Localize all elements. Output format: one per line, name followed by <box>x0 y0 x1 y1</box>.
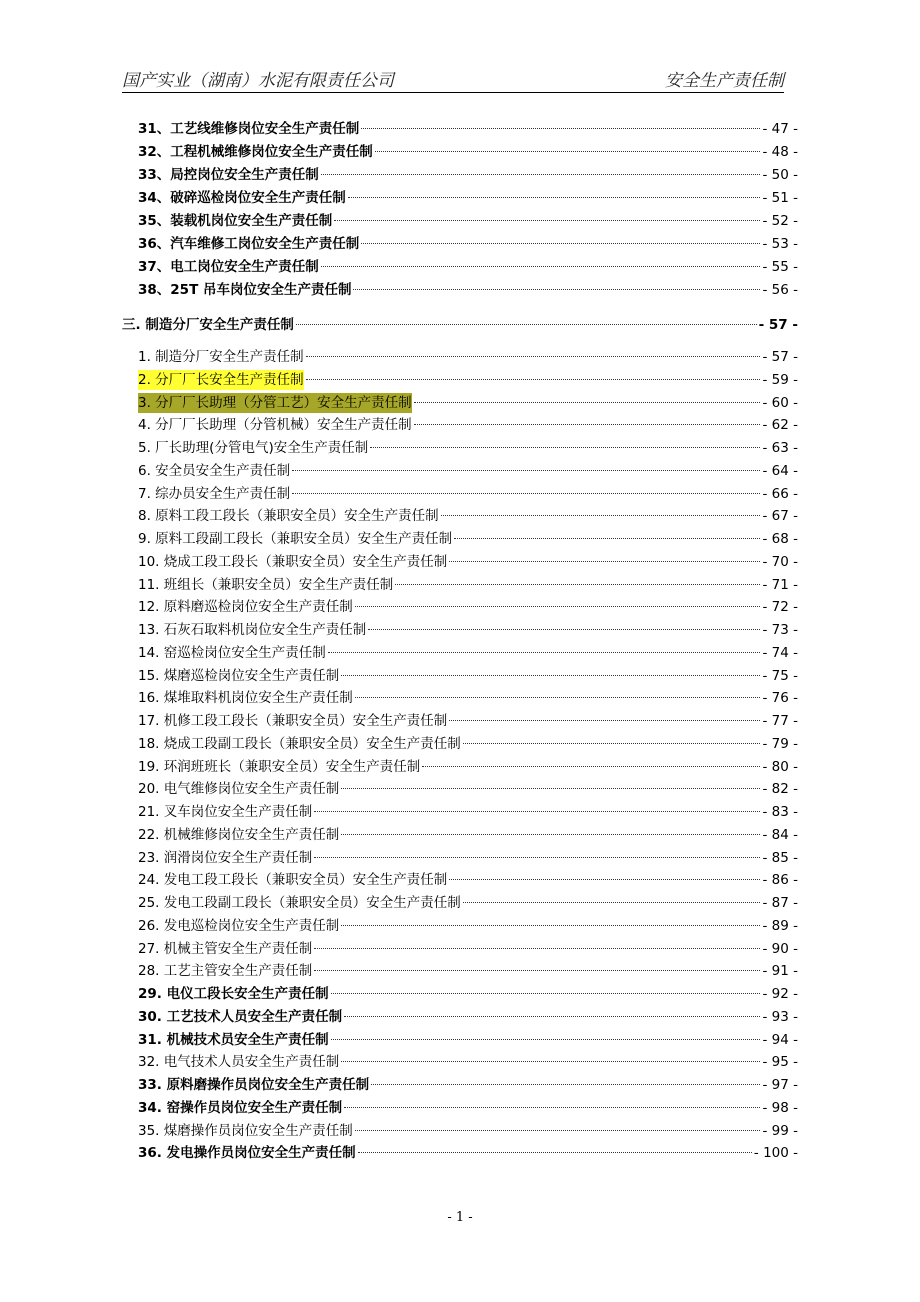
toc-entry-page: - 73 - <box>762 622 798 638</box>
toc-entry-page: - 48 - <box>762 144 798 160</box>
toc-entry-title: 19. 环润班班长（兼职安全员）安全生产责任制 <box>138 758 421 775</box>
dot-leader <box>306 359 761 380</box>
toc-entry[interactable] <box>138 1068 798 1093</box>
toc-entry-page: - 89 - <box>762 917 798 934</box>
toc-entry-title: 11. 班组长（兼职安全员）安全生产责任制 <box>138 576 394 593</box>
toc-entry[interactable] <box>138 499 798 525</box>
toc-entry-page: - 70 - <box>762 553 798 570</box>
dot-leader <box>355 586 761 607</box>
toc-entry-title: 36、汽车维修工岗位安全生产责任制 <box>138 236 360 252</box>
toc-entry-page: - 86 - <box>762 872 798 889</box>
dot-leader <box>321 154 761 175</box>
toc-entry-page: - 94 - <box>762 1031 798 1048</box>
toc-entry-page: - 51 - <box>762 190 798 206</box>
toc-entry-title: 35. 煤磨操作员岗位安全生产责任制 <box>138 1122 353 1139</box>
toc-entry-title: 33. 原料磨操作员岗位安全生产责任制 <box>138 1077 370 1093</box>
toc-entry[interactable] <box>138 704 798 729</box>
toc-entry[interactable] <box>138 363 798 388</box>
toc-entry[interactable] <box>138 454 798 479</box>
toc-entry-page: - 76 - <box>762 690 798 707</box>
toc-entry[interactable] <box>138 1114 798 1139</box>
dot-leader <box>414 382 761 403</box>
toc-entry-page: - 72 - <box>762 599 798 616</box>
dot-leader <box>296 304 757 325</box>
toc-entry[interactable] <box>138 568 798 593</box>
toc-entry-title: 29. 电仪工段长安全生产责任制 <box>138 986 329 1002</box>
toc-entry[interactable] <box>138 772 798 798</box>
toc-entry-title: 24. 发电工段工段长（兼职安全员）安全生产责任制 <box>138 872 448 889</box>
toc-entry[interactable] <box>138 1045 798 1071</box>
dot-leader <box>331 973 761 994</box>
toc-entry-title: 3. 分厂厂长助理（分管工艺）安全生产责任制 <box>138 394 412 411</box>
toc-entry-title: 13. 石灰石取料机岗位安全生产责任制 <box>138 622 367 638</box>
dot-leader <box>341 768 760 789</box>
toc-entry[interactable] <box>138 522 798 547</box>
dot-leader <box>441 495 761 516</box>
toc-entry[interactable] <box>138 386 798 411</box>
toc-entry-page: - 64 - <box>762 462 798 479</box>
toc-entry-page: - 83 - <box>762 804 798 820</box>
toc-entry[interactable] <box>138 227 798 252</box>
toc-entry-page: - 93 - <box>762 1008 798 1025</box>
dot-leader <box>341 905 760 926</box>
toc-entry-page: - 98 - <box>762 1099 798 1116</box>
toc-entry-title: 31、工艺线维修岗位安全生产责任制 <box>138 121 360 137</box>
toc-entry-title: 31. 机械技术员安全生产责任制 <box>138 1031 329 1048</box>
toc-entry-page: - 87 - <box>762 895 798 911</box>
toc-entry-page: - 57 - <box>762 349 798 365</box>
dot-leader <box>292 473 760 494</box>
toc-entry-page: - 74 - <box>762 644 798 661</box>
toc-entry-page: - 84 - <box>762 826 798 843</box>
toc-entry-page: - 47 - <box>762 121 798 137</box>
toc-entry-page: - 82 - <box>762 781 798 798</box>
dot-leader <box>306 336 761 357</box>
toc-entry-page: - 62 - <box>762 417 798 434</box>
toc-entry-title: 7. 综办员安全生产责任制 <box>138 485 291 502</box>
toc-entry-title: 28. 工艺主管安全生产责任制 <box>138 963 313 980</box>
company-name: 国产实业（湖南）水泥有限责任公司 <box>122 71 394 91</box>
toc-entry-page: - 79 - <box>762 735 798 752</box>
toc-entry-title: 9. 原料工段副工段长（兼职安全员）安全生产责任制 <box>138 531 453 547</box>
toc-entry-page: - 85 - <box>762 849 798 866</box>
dot-leader <box>341 655 760 676</box>
toc-entry[interactable] <box>138 1136 798 1162</box>
toc-entry-title: 20. 电气维修岗位安全生产责任制 <box>138 781 340 798</box>
dot-leader <box>371 1064 760 1085</box>
toc-entry-title: 38、25T 吊车岗位安全生产责任制 <box>138 282 352 298</box>
toc-entry-page: - 90 - <box>762 940 798 957</box>
toc-entry-title: 32、工程机械维修岗位安全生产责任制 <box>138 144 373 160</box>
toc-entry-title: 10. 烧成工段工段长（兼职安全员）安全生产责任制 <box>138 553 448 570</box>
toc-section-heading[interactable] <box>122 308 798 333</box>
toc-entry-page: - 92 - <box>762 986 798 1002</box>
toc-entry[interactable] <box>138 863 798 889</box>
toc-entry-title: 22. 机械维修岗位安全生产责任制 <box>138 826 340 843</box>
toc-entry[interactable] <box>138 1023 798 1048</box>
dot-leader <box>375 131 761 152</box>
toc-entry-page: - 68 - <box>762 531 798 547</box>
dot-leader <box>358 1132 752 1153</box>
toc-entry[interactable] <box>138 841 798 866</box>
dot-leader <box>344 996 760 1017</box>
dot-leader <box>463 723 761 744</box>
toc-entry-page: - 100 - <box>753 1145 798 1162</box>
dot-leader <box>395 564 760 585</box>
dot-leader <box>314 928 760 949</box>
toc-entry-title: 2. 分厂厂长安全生产责任制 <box>138 371 304 388</box>
toc-entry[interactable] <box>138 112 798 137</box>
toc-entry-title: 25. 发电工段副工段长（兼职安全员）安全生产责任制 <box>138 895 461 911</box>
toc-entry-page: - 55 - <box>762 259 798 275</box>
toc-entry[interactable] <box>138 1000 798 1025</box>
toc-entry[interactable] <box>138 340 798 365</box>
toc-entry-page: - 52 - <box>762 213 798 229</box>
toc-entry-title: 18. 烧成工段副工段长（兼职安全员）安全生产责任制 <box>138 735 461 752</box>
dot-leader <box>355 677 761 698</box>
dot-leader <box>334 200 760 221</box>
toc-entry-title: 35、装载机岗位安全生产责任制 <box>138 213 333 229</box>
dot-leader <box>414 404 761 425</box>
toc-entry-title: 34、破碎巡检岗位安全生产责任制 <box>138 190 346 206</box>
toc-entry-page: - 67 - <box>762 508 798 525</box>
toc-entry[interactable] <box>138 408 798 434</box>
dot-leader <box>331 1019 761 1040</box>
toc-entry-page: - 63 - <box>762 440 798 456</box>
dot-leader <box>422 746 760 767</box>
toc-entry[interactable] <box>138 204 798 229</box>
toc-entry-page: - 57 - <box>758 317 798 333</box>
toc-entry-title: 三. 制造分厂安全生产责任制 <box>122 317 294 333</box>
toc-entry-title: 34. 窑操作员岗位安全生产责任制 <box>138 1099 343 1116</box>
toc-entry-title: 23. 润滑岗位安全生产责任制 <box>138 849 313 866</box>
toc-entry[interactable] <box>138 886 798 911</box>
toc-entry-page: - 53 - <box>762 236 798 252</box>
toc-entry-title: 1. 制造分厂安全生产责任制 <box>138 349 304 365</box>
dot-leader <box>449 859 760 880</box>
toc-entry[interactable] <box>138 954 798 980</box>
toc-entry-page: - 60 - <box>762 394 798 411</box>
toc-entry[interactable] <box>138 818 798 843</box>
toc-entry-title: 15. 煤磨巡检岗位安全生产责任制 <box>138 667 340 684</box>
toc-entry[interactable] <box>138 795 798 820</box>
dot-leader <box>292 450 760 471</box>
dot-leader <box>314 837 760 858</box>
toc-entry[interactable] <box>138 590 798 616</box>
toc-entry-page: - 97 - <box>762 1077 798 1093</box>
toc-entry-page: - 50 - <box>762 167 798 183</box>
toc-entry[interactable] <box>138 727 798 752</box>
toc-entry-page: - 66 - <box>762 485 798 502</box>
toc-entry-page: - 77 - <box>762 713 798 729</box>
toc-entry-title: 26. 发电巡检岗位安全生产责任制 <box>138 917 340 934</box>
toc-entry[interactable] <box>138 659 798 684</box>
dot-leader <box>449 541 760 562</box>
toc-entry[interactable] <box>138 158 798 183</box>
toc-entry-title: 14. 窑巡检岗位安全生产责任制 <box>138 644 326 661</box>
dot-leader <box>361 223 760 244</box>
toc-entry-title: 30. 工艺技术人员安全生产责任制 <box>138 1008 343 1025</box>
page-number: - 1 - <box>447 1210 473 1225</box>
toc-entry[interactable] <box>138 977 798 1002</box>
toc-entry-title: 5. 厂长助理(分管电气)安全生产责任制 <box>138 440 369 456</box>
dot-leader <box>454 518 760 539</box>
dot-leader <box>348 177 761 198</box>
toc-entry[interactable] <box>138 250 798 275</box>
toc-entry-title: 8. 原料工段工段长（兼职安全员）安全生产责任制 <box>138 508 439 525</box>
toc-entry-page: - 99 - <box>762 1122 798 1139</box>
toc-entry-title: 6. 安全员安全生产责任制 <box>138 462 291 479</box>
toc-entry-title: 16. 煤堆取料机岗位安全生产责任制 <box>138 690 353 707</box>
dot-leader <box>370 427 760 448</box>
dot-leader <box>355 1110 761 1131</box>
dot-leader <box>314 791 760 812</box>
toc-entry[interactable] <box>138 477 798 502</box>
toc-entry-title: 36. 发电操作员岗位安全生产责任制 <box>138 1145 356 1162</box>
toc-entry[interactable] <box>138 181 798 206</box>
dot-leader <box>368 609 760 630</box>
dot-leader <box>341 1041 760 1062</box>
toc-entry[interactable] <box>138 750 798 775</box>
toc-entry[interactable] <box>138 681 798 707</box>
toc-entry-page: - 71 - <box>762 576 798 593</box>
toc-entry-page: - 80 - <box>762 758 798 775</box>
toc-entry[interactable] <box>138 135 798 160</box>
dot-leader <box>341 814 760 835</box>
toc-entry-page: - 75 - <box>762 667 798 684</box>
toc-entry-title: 37、电工岗位安全生产责任制 <box>138 259 319 275</box>
toc-entry-title: 12. 原料磨巡检岗位安全生产责任制 <box>138 599 353 616</box>
toc-entry[interactable] <box>138 431 798 456</box>
dot-leader <box>321 246 761 267</box>
dot-leader <box>361 108 760 129</box>
toc-entry-title: 4. 分厂厂长助理（分管机械）安全生产责任制 <box>138 417 412 434</box>
dot-leader <box>463 882 761 903</box>
dot-leader <box>328 632 761 653</box>
toc-entry[interactable] <box>138 636 798 661</box>
toc-entry[interactable] <box>138 1091 798 1116</box>
toc-entry-page: - 56 - <box>762 282 798 298</box>
toc-entry-title: 33、局控岗位安全生产责任制 <box>138 167 319 183</box>
dot-leader <box>314 950 760 971</box>
toc-entry[interactable] <box>138 273 798 298</box>
toc-entry-page: - 59 - <box>762 371 798 388</box>
toc-entry-title: 27. 机械主管安全生产责任制 <box>138 940 313 957</box>
document-title: 安全生产责任制 <box>665 71 784 91</box>
toc-entry[interactable] <box>138 909 798 934</box>
toc-entry[interactable] <box>138 545 798 570</box>
toc-entry-page: - 91 - <box>762 963 798 980</box>
toc-entry-title: 17. 机修工段工段长（兼职安全员）安全生产责任制 <box>138 713 448 729</box>
dot-leader <box>449 700 760 721</box>
toc-entry[interactable] <box>138 932 798 957</box>
toc-entry[interactable] <box>138 613 798 638</box>
toc-entry-title: 32. 电气技术人员安全生产责任制 <box>138 1054 340 1071</box>
dot-leader <box>344 1087 760 1108</box>
dot-leader <box>353 269 760 290</box>
page-header <box>122 64 784 93</box>
toc-entry-page: - 95 - <box>762 1054 798 1071</box>
toc-entry-title: 21. 叉车岗位安全生产责任制 <box>138 804 313 820</box>
